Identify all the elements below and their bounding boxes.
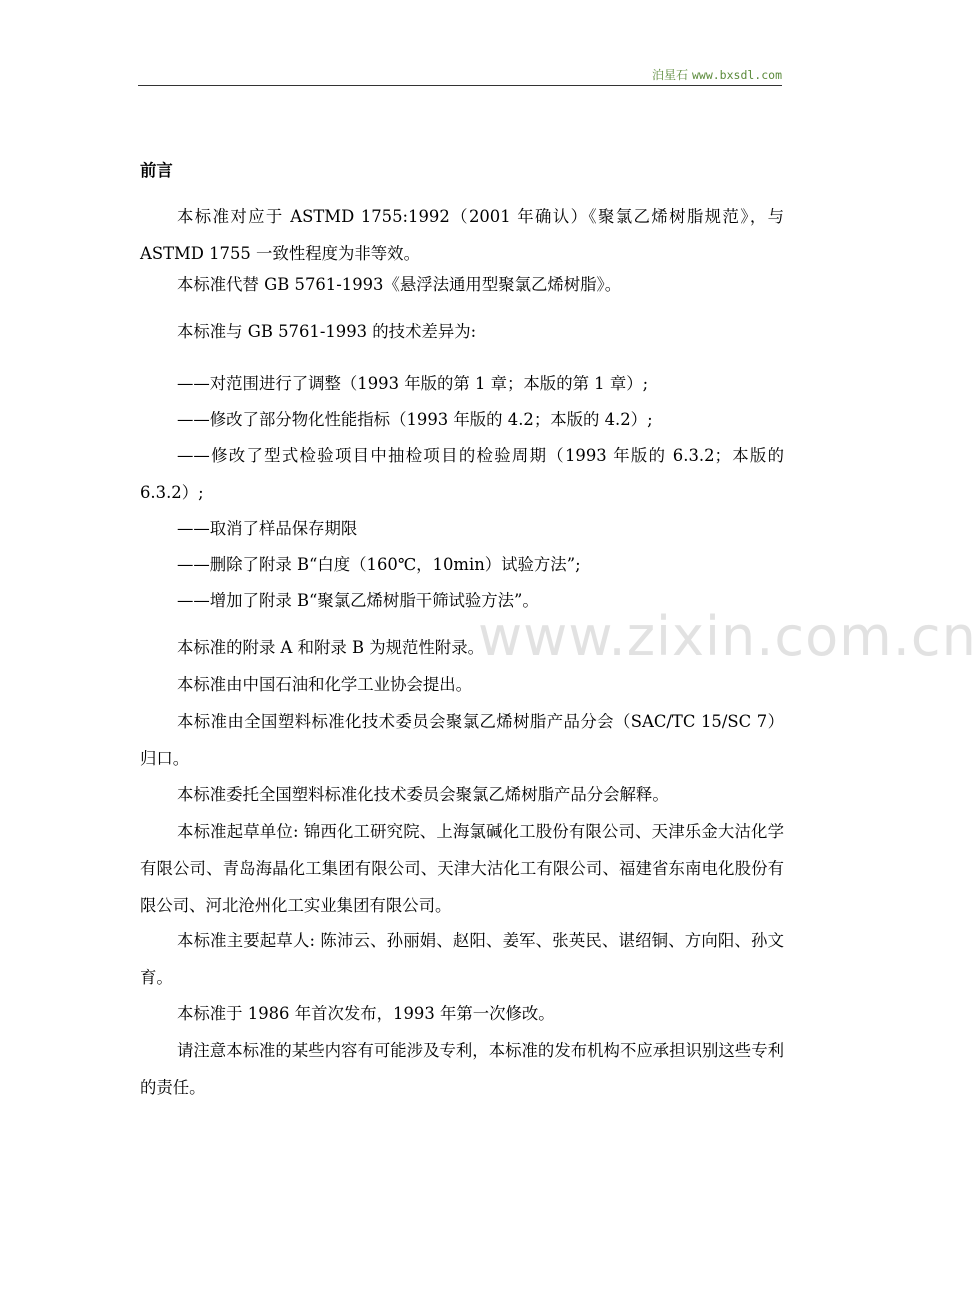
header-rule — [138, 85, 782, 86]
list-item-properties: ——修改了部分物化性能指标（1993 年版的 4.2；本版的 4.2）; — [177, 410, 653, 429]
paragraph-centralized: 本标准由全国塑料标准化技术委员会聚氯乙烯树脂产品分会（SAC/TC 15/SC 7）归口。 — [140, 712, 784, 768]
list-item-scope: ——对范围进行了调整（1993 年版的第 1 章；本版的第 1 章）; — [177, 374, 649, 393]
watermark-text: www.zixin.com.cn — [478, 605, 977, 668]
paragraph-patent-notice: 请注意本标准的某些内容有可能涉及专利，本标准的发布机构不应承担识别这些专利的责任。 — [140, 1041, 784, 1097]
paragraph-correspondence: 本标准对应于 ASTMD 1755:1992（2001 年确认）《聚氯乙烯树脂规范》，与 ASTMD 1755 一致性程度为非等效。 — [140, 207, 784, 263]
header-site-url[interactable]: www.bxsdl.com — [691, 68, 782, 82]
paragraph-replaces: 本标准代替 GB 5761-1993《悬浮法通用型聚氯乙烯树脂》。 — [177, 275, 622, 294]
section-title: 前言 — [140, 161, 173, 180]
list-item-storage: ——取消了样品保存期限 — [177, 519, 358, 538]
paragraph-differences-intro: 本标准与 GB 5761-1993 的技术差异为: — [177, 322, 477, 341]
paragraph-drafting-units: 本标准起草单位: 锦西化工研究院、上海氯碱化工股份有限公司、天津乐金大沽化学有限公司、青岛海晶化工集团有限公司、天津大沽化工有限公司、福建省东南电化股份有限公司、河北沧州化工实业集团有限公司。 — [140, 822, 784, 915]
paragraph-interpretation: 本标准委托全国塑料标准化技术委员会聚氯乙烯树脂产品分会解释。 — [177, 785, 669, 804]
paragraph-annexes: 本标准的附录 A 和附录 B 为规范性附录。 — [177, 638, 484, 657]
header-site — [652, 66, 782, 83]
list-item-added-annex: ——增加了附录 B“聚氯乙烯树脂干筛试验方法”。 — [177, 591, 539, 610]
list-item-removed-annex: ——删除了附录 B“白度（160℃，10min）试验方法”; — [177, 555, 581, 574]
paragraph-drafters: 本标准主要起草人: 陈沛云、孙丽娟、赵阳、姜军、张英民、谌绍铜、方向阳、孙文育。 — [140, 931, 784, 987]
paragraph-history: 本标准于 1986 年首次发布，1993 年第一次修改。 — [177, 1004, 555, 1023]
list-item-inspection: ——修改了型式检验项目中抽检项目的检验周期（1993 年版的 6.3.2；本版的 6.3.2）; — [140, 446, 784, 502]
header-site-name: 泊星石 — [651, 68, 688, 82]
paragraph-proposer: 本标准由中国石油和化学工业协会提出。 — [177, 675, 473, 694]
